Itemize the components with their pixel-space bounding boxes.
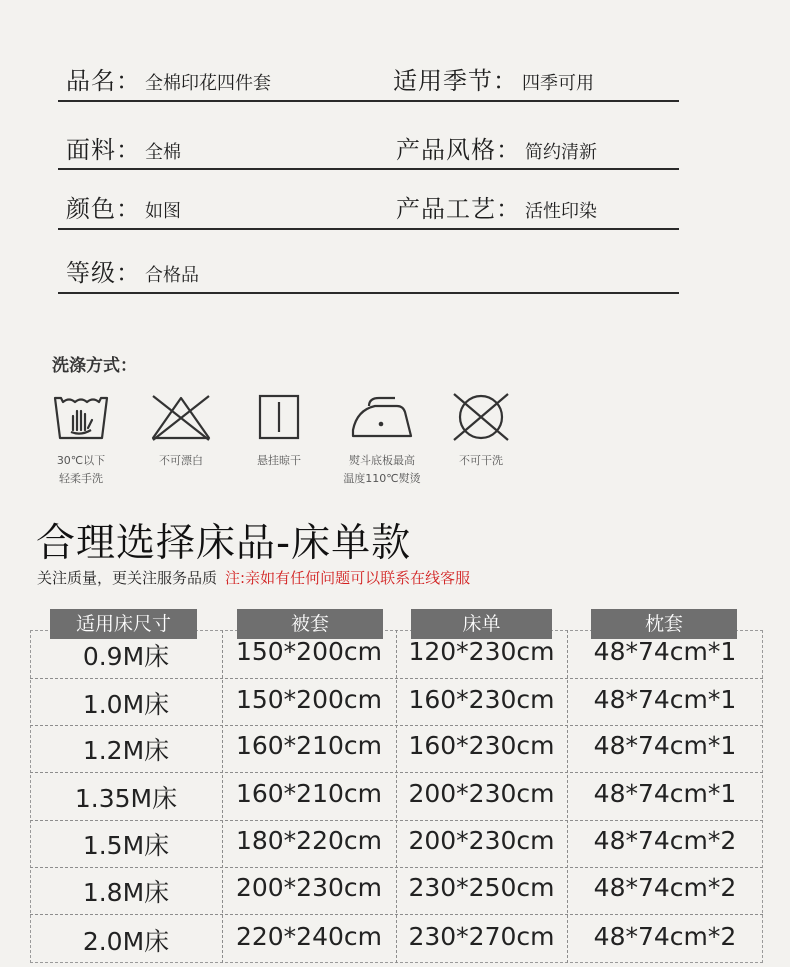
- hand-wash-30c-icon: [51, 392, 111, 442]
- wash-item-no-bleach: [126, 392, 236, 470]
- cell-bed-sheet: 230*250cm: [408, 873, 555, 902]
- header-duvet-cover: 被套: [237, 609, 383, 639]
- spec-key: 产品工艺：: [396, 195, 521, 223]
- spec-value: 合格品: [145, 265, 199, 286]
- cell-pillowcase: 48*74cm*2: [593, 826, 737, 855]
- wash-item-line-dry: [224, 392, 334, 470]
- spec-row-3-right: [396, 189, 597, 224]
- cell-duvet-cover: 160*210cm: [235, 779, 383, 808]
- cell-duvet-cover: 150*200cm: [235, 685, 383, 714]
- spec-key: 面料：: [66, 136, 141, 164]
- spec-value: 四季可用: [522, 73, 594, 94]
- wash-item-hand-wash: [26, 392, 136, 488]
- subtitle-text: 关注质量，更关注服务品质: [37, 569, 218, 587]
- cell-pillowcase: 48*74cm*1: [593, 637, 737, 666]
- spec-row-1-right: [393, 61, 594, 96]
- cell-pillowcase: 48*74cm*1: [593, 779, 737, 808]
- wash-caption: 不可漂白: [159, 454, 203, 467]
- section-subtitle: [37, 567, 470, 588]
- wash-item-iron: [327, 392, 437, 488]
- cell-bed-size: 1.8M床: [82, 878, 170, 907]
- cell-pillowcase: 48*74cm*1: [593, 731, 737, 760]
- row-divider: [30, 725, 763, 726]
- wash-caption: 不可干洗: [459, 454, 503, 467]
- spec-section: [58, 0, 679, 300]
- wash-caption: 30℃以下 轻柔手洗: [56, 454, 106, 485]
- row-divider: [30, 914, 763, 915]
- cell-pillowcase: 48*74cm*2: [593, 873, 737, 902]
- size-table: [30, 613, 763, 963]
- line-dry-icon: [256, 392, 302, 442]
- cell-bed-sheet: 200*230cm: [408, 826, 555, 855]
- cell-duvet-cover: 160*210cm: [235, 731, 383, 760]
- cell-bed-sheet: 120*230cm: [408, 637, 555, 666]
- cell-pillowcase: 48*74cm*1: [593, 685, 737, 714]
- spec-divider: [58, 292, 679, 294]
- cell-bed-size: 1.0M床: [82, 690, 170, 719]
- spec-value: 如图: [145, 201, 181, 222]
- spec-key: 颜色：: [66, 195, 141, 223]
- header-bed-sheet: 床单: [411, 609, 552, 639]
- spec-divider: [58, 168, 679, 170]
- no-bleach-icon: [149, 392, 213, 442]
- spec-key: 适用季节：: [393, 67, 518, 95]
- cell-duvet-cover: 200*230cm: [235, 873, 383, 902]
- cell-bed-sheet: 160*230cm: [408, 685, 555, 714]
- header-pillowcase: 枕套: [591, 609, 737, 639]
- spec-value: 全棉印花四件套: [145, 73, 271, 94]
- spec-row-4-left: [66, 253, 199, 288]
- section-title: 合理选择床品-床单款: [36, 521, 412, 566]
- spec-divider: [58, 100, 679, 102]
- row-divider: [30, 867, 763, 868]
- wash-caption: 熨斗底板最高 温度110℃熨烫: [343, 454, 421, 485]
- spec-divider: [58, 228, 679, 230]
- spec-key: 产品风格：: [396, 136, 521, 164]
- no-dry-clean-icon: [450, 392, 512, 442]
- spec-row-2-right: [396, 130, 597, 165]
- cell-bed-sheet: 200*230cm: [408, 779, 555, 808]
- cell-bed-size: 0.9M床: [82, 642, 170, 671]
- spec-value: 活性印染: [525, 201, 597, 222]
- cell-bed-size: 1.2M床: [82, 736, 170, 765]
- cell-bed-size: 1.35M床: [74, 784, 178, 813]
- cell-pillowcase: 48*74cm*2: [593, 922, 737, 951]
- washing-title: 洗涤方式：: [52, 356, 137, 376]
- spec-row-1-left: [66, 61, 271, 96]
- iron-medium-icon: [347, 392, 417, 442]
- spec-row-2-left: [66, 130, 181, 165]
- spec-key: 品名：: [66, 67, 141, 95]
- spec-value: 全棉: [145, 142, 181, 163]
- cell-duvet-cover: 150*200cm: [235, 637, 383, 666]
- row-divider: [30, 820, 763, 821]
- cell-bed-sheet: 230*270cm: [408, 922, 555, 951]
- cell-bed-sheet: 160*230cm: [408, 731, 555, 760]
- cell-duvet-cover: 180*220cm: [235, 826, 383, 855]
- header-bed-size: 适用床尺寸: [50, 609, 197, 639]
- cell-bed-size: 2.0M床: [82, 927, 170, 956]
- cell-duvet-cover: 220*240cm: [235, 922, 383, 951]
- wash-item-no-dry-clean: [426, 392, 536, 470]
- service-note: 注:亲如有任何问题可以联系在线客服: [225, 569, 471, 587]
- row-divider: [30, 772, 763, 773]
- spec-key: 等级：: [66, 259, 141, 287]
- row-divider: [30, 678, 763, 679]
- spec-value: 简约清新: [525, 142, 597, 163]
- wash-caption: 悬挂晾干: [257, 454, 301, 467]
- cell-bed-size: 1.5M床: [82, 831, 170, 860]
- spec-row-3-left: [66, 189, 181, 224]
